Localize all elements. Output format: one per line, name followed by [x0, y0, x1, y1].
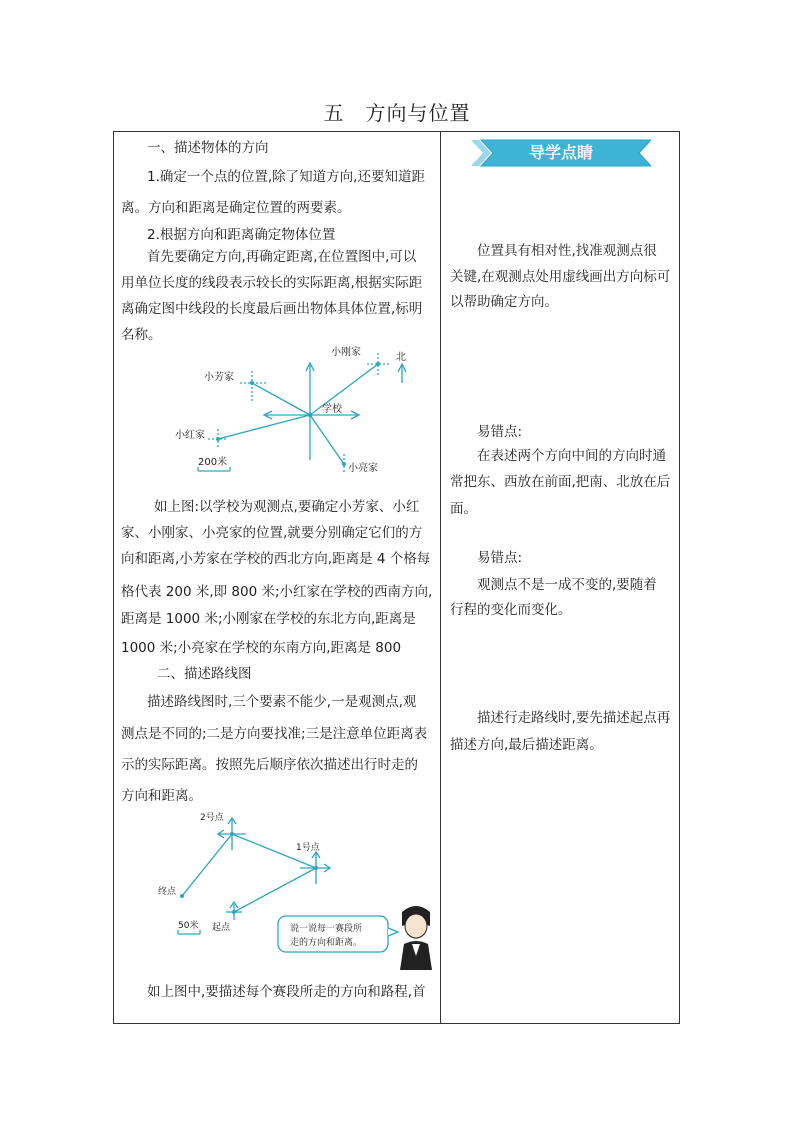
para3-line1: 首先要确定方向,再确定距离,在位置图中,可以 — [147, 249, 417, 265]
label-xiaoliang: 小亮家 — [348, 463, 378, 473]
para4-line4: 格代表 200 米,即 800 米;小红家在学校的西南方向, — [121, 584, 433, 600]
label-point1: 1号点 — [296, 843, 320, 853]
para4-line5: 距离是 1000 米;小刚家在学校的东北方向,距离是 — [121, 611, 416, 627]
label-scale-50: 50米 — [178, 921, 199, 931]
student-illustration — [400, 906, 432, 970]
para3-line2: 用单位长度的线段表示较长的实际距离,根据实际距 — [121, 275, 423, 291]
para3-line4: 名称。 — [121, 327, 162, 343]
note2-line1: 描述行走路线时,要先描述起点再 — [477, 710, 671, 726]
tip2-line1: 观测点不是一成不变的,要随着 — [477, 577, 657, 593]
para5-line3: 示的实际距离。按照先后顺序依次描述出行时走的 — [121, 757, 418, 773]
para1-line1: 1.确定一个点的位置,除了知道方向,还要知道距 — [147, 169, 425, 185]
page-title: 五 方向与位置 — [323, 101, 471, 125]
note1-line1: 位置具有相对性,找准观测点很 — [477, 243, 657, 259]
para2-heading: 2.根据方向和距离确定物体位置 — [147, 227, 336, 243]
label-xiaohong: 小红家 — [175, 430, 205, 441]
para4-line6: 1000 米;小亮家在学校的东南方向,距离是 800 — [121, 640, 402, 656]
tip1-label: 易错点: — [477, 424, 523, 440]
para4-line3: 向和距离,小芳家在学校的西北方向,距离是 4 个格每 — [121, 551, 431, 567]
label-end: 终点 — [158, 887, 177, 897]
note1-line3: 以帮助确定方向。 — [450, 294, 558, 310]
label-school: 学校 — [322, 404, 342, 415]
tip1-line1: 在表述两个方向中间的方向时通 — [477, 448, 666, 464]
para4-line1: 如上图:以学校为观测点,要确定小芳家、小红 — [154, 499, 420, 515]
tip1-line2: 常把东、西放在前面,把南、北放在后 — [450, 474, 671, 490]
guide-banner-title: 导学点睛 — [528, 143, 593, 162]
note2-line2: 描述方向,最后描述距离。 — [450, 737, 603, 753]
speech-line1: 说一说每一赛段所 — [290, 924, 363, 934]
para1-line2: 离。方向和距离是确定位置的两要素。 — [121, 200, 351, 216]
label-point2: 2号点 — [200, 813, 224, 823]
para6: 如上图中,要描述每个赛段所走的方向和路程,首 — [147, 984, 426, 1000]
para5-line2: 测点是不同的;二是方向要找准;三是注意单位距离表 — [121, 726, 428, 742]
tip2-line2: 行程的变化而变化。 — [450, 602, 572, 618]
location-diagram — [170, 343, 430, 473]
para4-line2: 家、小刚家、小亮家的位置,就要分别确定它们的方 — [121, 525, 423, 541]
section1-heading: 一、描述物体的方向 — [147, 140, 269, 156]
speech-line2: 走的方向和距离。 — [290, 938, 363, 948]
label-start: 起点 — [212, 923, 231, 933]
label-xiaogang: 小刚家 — [331, 347, 361, 358]
para5-line4: 方向和距离。 — [121, 788, 202, 804]
tip1-line3: 面。 — [450, 501, 477, 517]
label-scale-200: 200米 — [198, 457, 228, 468]
tip2-label: 易错点: — [477, 550, 523, 566]
section2-heading: 二、描述路线图 — [157, 666, 252, 682]
note1-line2: 关键,在观测点处用虚线画出方向标可 — [450, 269, 671, 285]
para5-line1: 描述路线图时,三个要素不能少,一是观测点,观 — [147, 694, 417, 710]
para3-line3: 离确定图中线段的长度最后画出物体具体位置,标明 — [121, 301, 423, 317]
label-north: 北 — [396, 352, 406, 363]
label-xiaofang: 小芳家 — [204, 372, 234, 383]
route-diagram — [150, 808, 436, 978]
